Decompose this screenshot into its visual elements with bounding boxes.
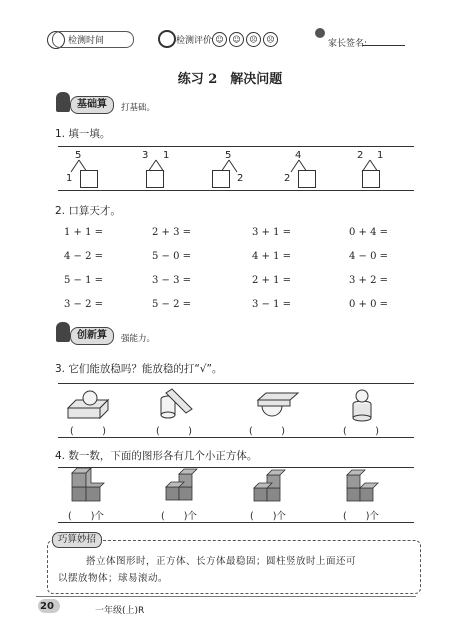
tips-badge: 巧算妙招 xyxy=(52,532,102,548)
oral-r2c2: 5 − 0 = xyxy=(152,251,192,262)
q3-answer-1[interactable]: ( ) xyxy=(70,426,106,437)
oral-r1c2: 2 + 3 = xyxy=(152,227,192,238)
bond-top-5: 1 xyxy=(377,150,384,161)
cube-stack-2 xyxy=(166,469,197,500)
q4-answer-3[interactable]: ( )个 xyxy=(250,511,286,522)
q3-prompt: 3. 它们能放稳吗？能放稳的打“√”。 xyxy=(55,363,223,375)
happy-face-icon: ☺ xyxy=(229,32,244,47)
footer-rule xyxy=(36,596,416,597)
time-label: 检测时间 xyxy=(68,36,105,46)
section-tag-basic: 打基础。 xyxy=(121,103,156,113)
tips-box xyxy=(47,540,421,594)
cube-stack-1 xyxy=(72,468,104,501)
q4-answer-2[interactable]: ( )个 xyxy=(161,511,197,522)
bond-topleft-5: 2 xyxy=(357,150,364,161)
bond-top-4: 4 xyxy=(295,150,302,161)
section-label-create: 创新算 xyxy=(77,330,107,341)
oral-r2c1: 4 − 2 = xyxy=(64,251,104,262)
oral-r4c1: 3 − 2 = xyxy=(64,299,104,310)
section-tag-create: 强能力。 xyxy=(121,334,156,344)
oral-r3c3: 2 + 1 = xyxy=(252,275,292,286)
oral-r3c1: 5 − 1 = xyxy=(64,275,104,286)
sad-face-icon: ☹ xyxy=(263,32,278,47)
tips-line-1: 搭立体图形时，正方体、长方体最稳固；圆柱竖放时上面还可 xyxy=(86,556,357,567)
q3-answer-2[interactable]: ( ) xyxy=(156,426,192,437)
bond-left-4: 2 xyxy=(284,173,291,184)
cube-stack-3 xyxy=(254,470,285,501)
oral-r1c3: 3 + 1 = xyxy=(252,227,292,238)
oral-r4c3: 3 − 1 = xyxy=(252,299,292,310)
bond-right-3: 2 xyxy=(237,173,244,184)
oral-r3c4: 3 + 2 = xyxy=(349,275,389,286)
q3-answer-3[interactable]: ( ) xyxy=(249,426,285,437)
cube-stack-4 xyxy=(347,470,378,501)
oral-r4c4: 0 + 0 = xyxy=(349,299,389,310)
parent-label: 家长签名: xyxy=(328,39,368,49)
q1-prompt: 1. 填一填。 xyxy=(55,128,111,140)
tips-line-2: 以摆放物体；球易滚动。 xyxy=(58,573,169,584)
bond-left-1: 1 xyxy=(66,173,73,184)
bond-top-2: 1 xyxy=(163,150,170,161)
page-title: 练习 2 解决问题 xyxy=(177,72,283,87)
grade-label: 一年级(上)R xyxy=(95,606,145,616)
bond-top-3: 5 xyxy=(225,150,232,161)
page-number: 20 xyxy=(40,601,54,612)
oral-r3c2: 3 − 3 = xyxy=(152,275,192,286)
eval-label: 检测评价 xyxy=(176,36,213,46)
oral-r1c1: 1 + 1 = xyxy=(64,227,104,238)
q4-answer-1[interactable]: ( )个 xyxy=(68,511,104,522)
q3-answer-4[interactable]: ( ) xyxy=(343,426,379,437)
q4-prompt: 4. 数一数，下面的图形各有几个小正方体。 xyxy=(55,450,258,462)
oral-r2c3: 4 + 1 = xyxy=(252,251,292,262)
bond-topleft-2: 3 xyxy=(142,150,149,161)
q4-answer-4[interactable]: ( )个 xyxy=(343,511,379,522)
section-label-basic: 基础算 xyxy=(77,99,107,110)
smile-face-icon: ☺ xyxy=(212,32,227,47)
oral-r1c4: 0 + 4 = xyxy=(349,227,389,238)
oral-r4c2: 5 − 2 = xyxy=(152,299,192,310)
oral-r2c4: 4 − 0 = xyxy=(349,251,389,262)
neutral-face-icon: ☹ xyxy=(246,32,261,47)
q2-prompt: 2. 口算天才。 xyxy=(55,205,121,217)
bond-top-1: 5 xyxy=(75,150,82,161)
